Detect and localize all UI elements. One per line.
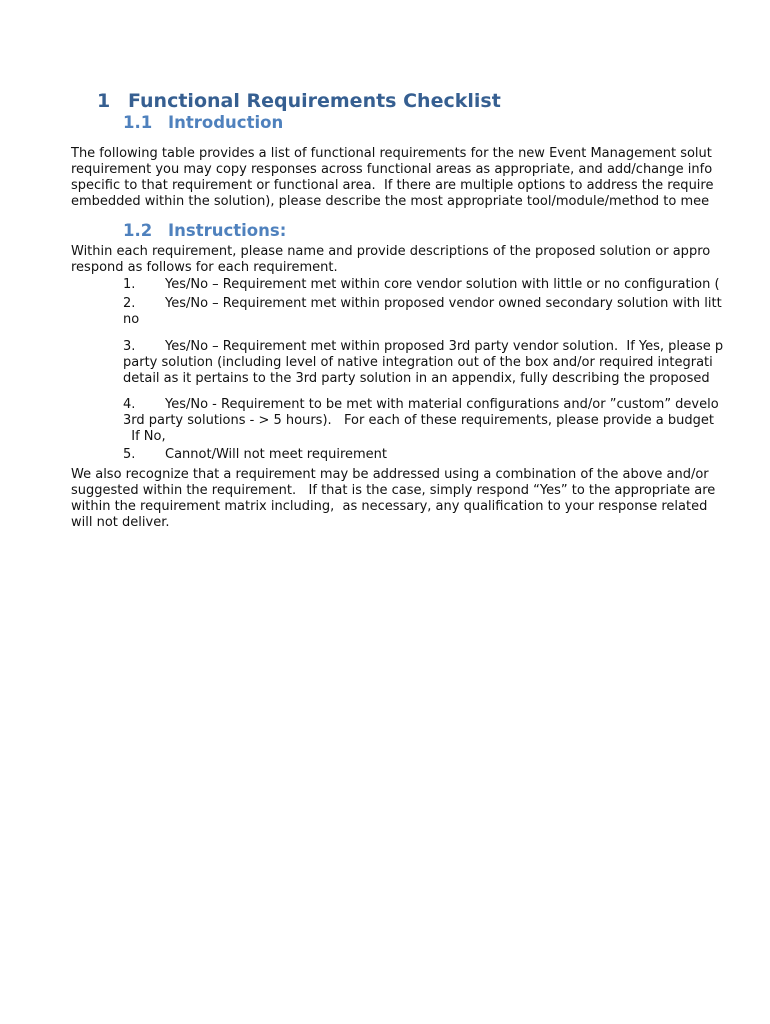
section-heading-introduction [123,113,283,133]
section-heading-instructions [123,221,286,241]
list-item-number: 1. [123,277,136,292]
list-item-number: 4. [123,397,136,412]
intro-paragraph-line: specific to that requirement or functional area. If there are multiple options to address the require [71,178,714,193]
list-item-text: Yes/No – Requirement met within proposed vendor owned secondary solution with litt [165,296,722,311]
closing-paragraph-line: suggested within the requirement. If that is the case, simply respond “Yes” to the appropriate are [71,483,716,498]
list-item-continuation: 3rd party solutions - > 5 hours). For each of these requirements, please provide a budget [123,413,714,428]
intro-paragraph-line: The following table provides a list of functional requirements for the new Event Management solut [71,146,712,161]
list-item-text: Yes/No – Requirement met within core vendor solution with little or no configuration ( [165,277,720,292]
heading-number: 1 [97,90,111,112]
closing-paragraph-line: will not deliver. [71,515,170,530]
instructions-lead-line: respond as follows for each requirement. [71,260,338,275]
intro-paragraph-line: requirement you may copy responses across functional areas as appropriate, and add/change info [71,162,713,177]
section-title: Instructions: [168,221,287,240]
heading-title: Functional Requirements Checklist [128,90,501,112]
closing-paragraph-line: within the requirement matrix including, as necessary, any qualification to your response related [71,499,708,514]
list-item-text: Yes/No – Requirement met within proposed 3rd party vendor solution. If Yes, please p [165,339,724,354]
closing-paragraph-line: We also recognize that a requirement may be addressed using a combination of the above and/or [71,467,709,482]
list-item-text: Cannot/Will not meet requirement [165,447,388,462]
list-item-text: Yes/No - Requirement to be met with material configurations and/or ”custom” develo [165,397,719,412]
section-number: 1.2 [123,221,153,240]
intro-paragraph-line: embedded within the solution), please describe the most appropriate tool/module/method to mee [71,194,710,209]
list-item-continuation: party solution (including level of native integration out of the box and/or required integrati [123,355,713,370]
instructions-lead-line: Within each requirement, please name and provide descriptions of the proposed solution or appro [71,244,711,259]
list-item-number: 5. [123,447,136,462]
section-number: 1.1 [123,113,153,132]
section-title: Introduction [168,113,284,132]
list-item-number: 3. [123,339,136,354]
list-item-continuation: detail as it pertains to the 3rd party solution in an appendix, fully describing the proposed [123,371,710,386]
list-item-continuation: no [123,312,140,327]
list-item-continuation: If No, [123,429,166,444]
page-title [97,89,501,113]
list-item-number: 2. [123,296,136,311]
